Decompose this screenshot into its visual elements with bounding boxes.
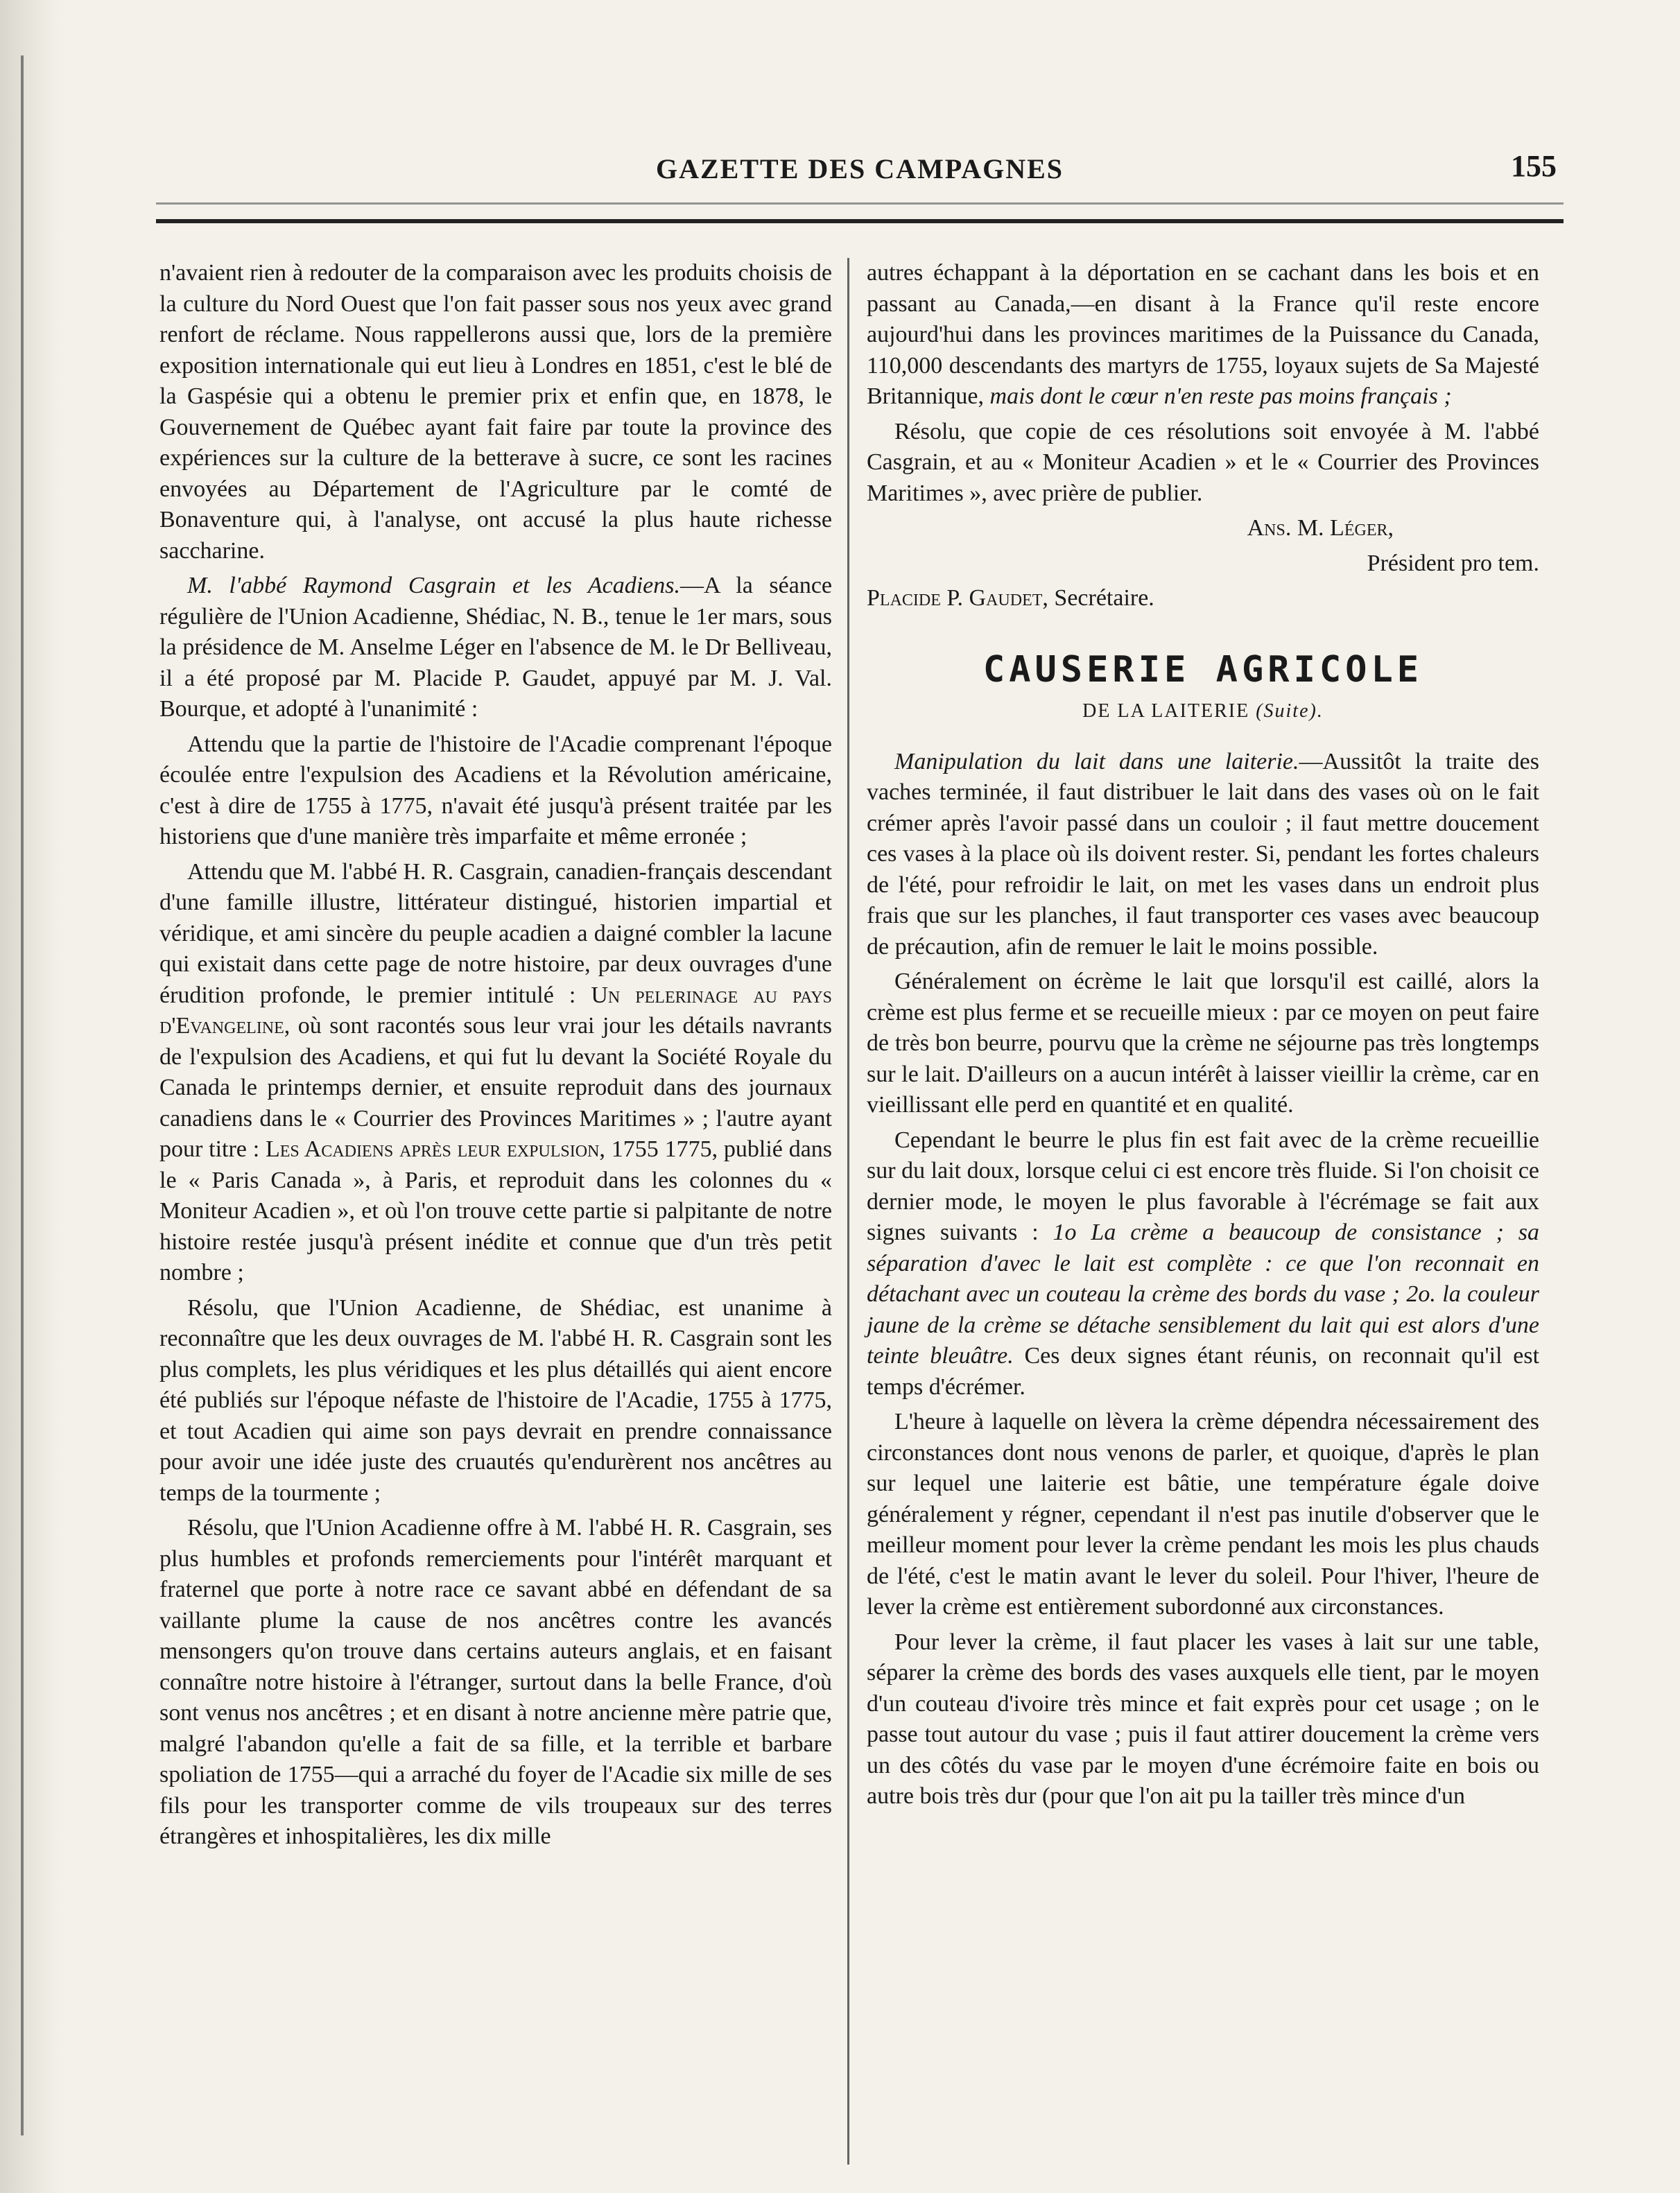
- paragraph: Attendu que la partie de l'histoire de l'Acadie comprenant l'époque écoulée entre l'expulsion des Acadiens et la Révolution américaine, c'est à dire de 1755 à 1775, n'avait été jusqu'à présent traitée par les historiens que d'une manière très imparfaite et même erronée ;: [159, 731, 832, 849]
- paragraph-text: —A la séance régulière de l'Union Acadienne, Shédiac, N. B., tenue le 1er mars, sous la présidence de M. Anselme Léger en l'absence de M. le Dr Belliveau, il a été proposé par M. Placide P. Gaudet, appuyé par M. J. Val. Bourque, et adopté à l'unanimité :: [159, 573, 833, 722]
- running-title: GAZETTE DES CAMPAGNES: [655, 153, 1064, 184]
- paragraph: [159, 571, 832, 725]
- header-rule-thick: [156, 219, 1564, 223]
- work-title: Les Acadiens après leur expulsion,: [266, 1136, 605, 1162]
- paragraph: Résolu, que l'Union Acadienne, de Shédiac, est unanime à reconnaître que les deux ouvrages de M. l'abbé H. R. Casgrain sont les plus complets, les plus véridiques et les plus détaillés qui aient encore été publiés sur l'époque néfaste de l'histoire de l'Acadie, 1755 à 1775, et tout Acadien qui aime son pays devrait en prendre connaissance pour avoir une idée juste des cruautés qu'endurèrent nos ancêtres au temps de la tourmente ;: [159, 1294, 832, 1506]
- paragraph: n'avaient rien à redouter de la comparaison avec les produits choisis de la culture du Nord Ouest que l'on fait passer sous nos yeux avec grand renfort de réclame. Nous rappellerons aussi que, lors de la première exposition internationale qui eut lieu à Londres en 1851, c'est le blé de la Gaspésie qui a obtenu le premier prix et enfin que, en 1878, le Gouvernement de Québec ayant fait faire par toute la province des expériences sur la culture de la betterave à sucre, ce sont les racines envoyées au Département de l'Agriculture par le comté de Bonaventure qui, à l'analyse, ont accusé la plus haute richesse saccharine.: [159, 260, 832, 564]
- paragraph-text: 1755 1775, publié dans le « Paris Canada », à Paris, et reproduit dans les colonnes du « Moniteur Acadien », et où l'on trouve cette partie si palpitante de notre histoire restée jusqu'à présent inédite et connue que d'un très petit nombre ;: [159, 1136, 833, 1285]
- italic-text: mais dont le cœur n'en reste pas moins français ;: [989, 383, 1452, 409]
- binding-edge: [21, 55, 24, 2135]
- paragraph: [867, 1125, 1539, 1403]
- paragraph-text: Cependant le beurre le plus fin est fait avec de la crème recueillie sur du lait doux, lorsque celui ci est encore très fluide. Si l'on choisit ce dernier mode, le moyen le plus favorable à l'écrémage se fait aux signes suivants :: [867, 1127, 1539, 1245]
- right-column: [867, 258, 1539, 1817]
- paragraph: [867, 747, 1539, 963]
- section-title: CAUSERIE AGRICOLE: [982, 648, 1423, 691]
- section-subtitle: [867, 696, 1539, 727]
- italic-text: 1o La crème a beaucoup de consistance ; sa séparation d'avec le lait est complète : ce que l'on reconnait en détachant avec un couteau la crème des bords du vase ; 2o. la couleur jaune de la crème se détache sensiblement du lait qui est alors d'une teinte bleuâtre.: [867, 1220, 1540, 1369]
- article-heading: M. l'abbé Raymond Casgrain et les Acadiens.: [187, 573, 681, 598]
- section-subtitle-text: DE LA LAITERIE: [1082, 700, 1250, 722]
- paragraph: Résolu, que copie de ces résolutions soit envoyée à M. l'abbé Casgrain, et au « Moniteur Acadien » et le « Courrier des Provinces Maritimes », avec prière de publier.: [867, 418, 1539, 506]
- signature-name: [867, 513, 1539, 544]
- paragraph: Généralement on écrème le lait que lorsqu'il est caillé, alors la crème est plus ferme et se recueille mieux : par ce moyen on peut faire de très bon beurre, pourvu que la crème ne séjourne pas très longtemps sur le lait. D'ailleurs on a aucun intérêt à laisser vieillir la crème, car en vieillissant elle perd en quantité et en qualité.: [867, 969, 1539, 1118]
- paragraph: [159, 857, 832, 1289]
- column-divider: [847, 258, 849, 2165]
- secretary-name: Placide P. Gaudet,: [867, 585, 1048, 611]
- work-title: Un pelerinage au pays d'Evangeline,: [159, 982, 832, 1039]
- secretary-title: Secrétaire.: [1054, 585, 1154, 611]
- paragraph: Pour lever la crème, il faut placer les vases à lait sur une table, séparer la crème des bords des vases auxquels elle tient, par le moyen d'un couteau d'ivoire très mince et fait exprès pour cet usage ; on le passe tout autour du vase ; puis il faut attirer doucement la crème vers un des côtés du vase par le moyen d'une écrémoire faite en bois ou autre bois très dur (pour que l'on ait pu la tailler très mince d'un: [867, 1629, 1539, 1809]
- paragraph: [867, 258, 1539, 413]
- page-margin-stain: [0, 0, 62, 2193]
- paragraph-text: autres échappant à la déportation en se cachant dans les bois et en passant au Canada,—en disant à la France qu'il reste encore aujourd'hui dans les provinces maritimes de la Puissance du Canada, 110,000 descendants des martyrs de 1755, loyaux sujets de Sa Majesté Britannique,: [867, 260, 1539, 409]
- paragraph-text: Attendu que M. l'abbé H. R. Casgrain, canadien-français descendant d'une famille illustre, littérateur distingué, historien impartial et véridique, et ami sincère du peuple acadien a daigné combler la lacune qui existait dans cette page de notre histoire, par deux ouvrages d'une érudition profonde, le premier intitulé :: [159, 858, 832, 1008]
- signature-title: Président pro tem.: [1367, 550, 1539, 576]
- signature-name-text: Ans. M. Léger,: [1247, 515, 1394, 541]
- paragraph-text: Ces deux signes étant réunis, on reconnait qu'il est temps d'écrémer.: [867, 1343, 1540, 1400]
- paragraph: Résolu, que l'Union Acadienne offre à M. l'abbé H. R. Casgrain, ses plus humbles et profonds remerciements pour l'intérêt marquant et fraternel que porte à notre race ce savant abbé en défendant de sa vaillante plume la cause de nos ancêtres contre les avancés mensongers qu'on trouve dans certains auteurs anglais, et en faisant connaître notre histoire à l'étranger, surtout dans la belle France, d'où sont venus nos ancêtres ; et en disant à notre ancienne mère patrie que, malgré l'abandon qu'elle a fait de sa fille, et la terrible et barbare spoliation de 1755—qui a arraché du foyer de l'Acadie six mille de ses fils pour les transporter comme de vils troupeaux sur des terres étrangères et inhospitalières, les dix mille: [159, 1515, 832, 1849]
- paragraph: L'heure à laquelle on lèvera la crème dépendra nécessairement des circonstances dont nous venons de parler, et quoique, d'après le plan sur lequel une laiterie est bâtie, une température égale doive généralement y régner, cependant il n'est pas inutile d'observer que le meilleur moment pour lever la crème pendant les mois les plus chauds de l'été, c'est le matin avant le lever du soleil. Pour l'hiver, l'heure de lever la crème est entièrement subordonné aux circonstances.: [867, 1409, 1539, 1620]
- page-header: [149, 149, 1570, 201]
- article-heading: Manipulation du lait dans une laiterie.: [894, 748, 1299, 774]
- left-column: [159, 258, 832, 1857]
- page-number: 155: [1511, 149, 1557, 183]
- section-subtitle-suite: (Suite).: [1256, 700, 1324, 722]
- paragraph-text: —Aussitôt la traite des vaches terminée, il faut distribuer le lait dans des vases où on le fait crémer après l'avoir passé dans un couloir ; il faut mettre doucement ces vases à la place où ils doivent rester. Si, pendant les fortes chaleurs de l'été, pour refroidir le lait, on met les vases dans un endroit plus frais que sur les planches, il faut transporter ces vases avec beaucoup de précaution, afin de remuer le lait le moins possible.: [867, 748, 1539, 960]
- paragraph-text: où sont racontés sous leur vrai jour les détails navrants de l'expulsion des Acadiens, et qui fut lu devant la Société Royale du Canada le printemps dernier, et ensuite reproduit dans des journaux canadiens dans le « Courrier des Provinces Maritimes » ; l'autre ayant pour titre :: [159, 1013, 832, 1162]
- header-rule-thin: [156, 202, 1564, 205]
- secretary-line: [867, 583, 1539, 614]
